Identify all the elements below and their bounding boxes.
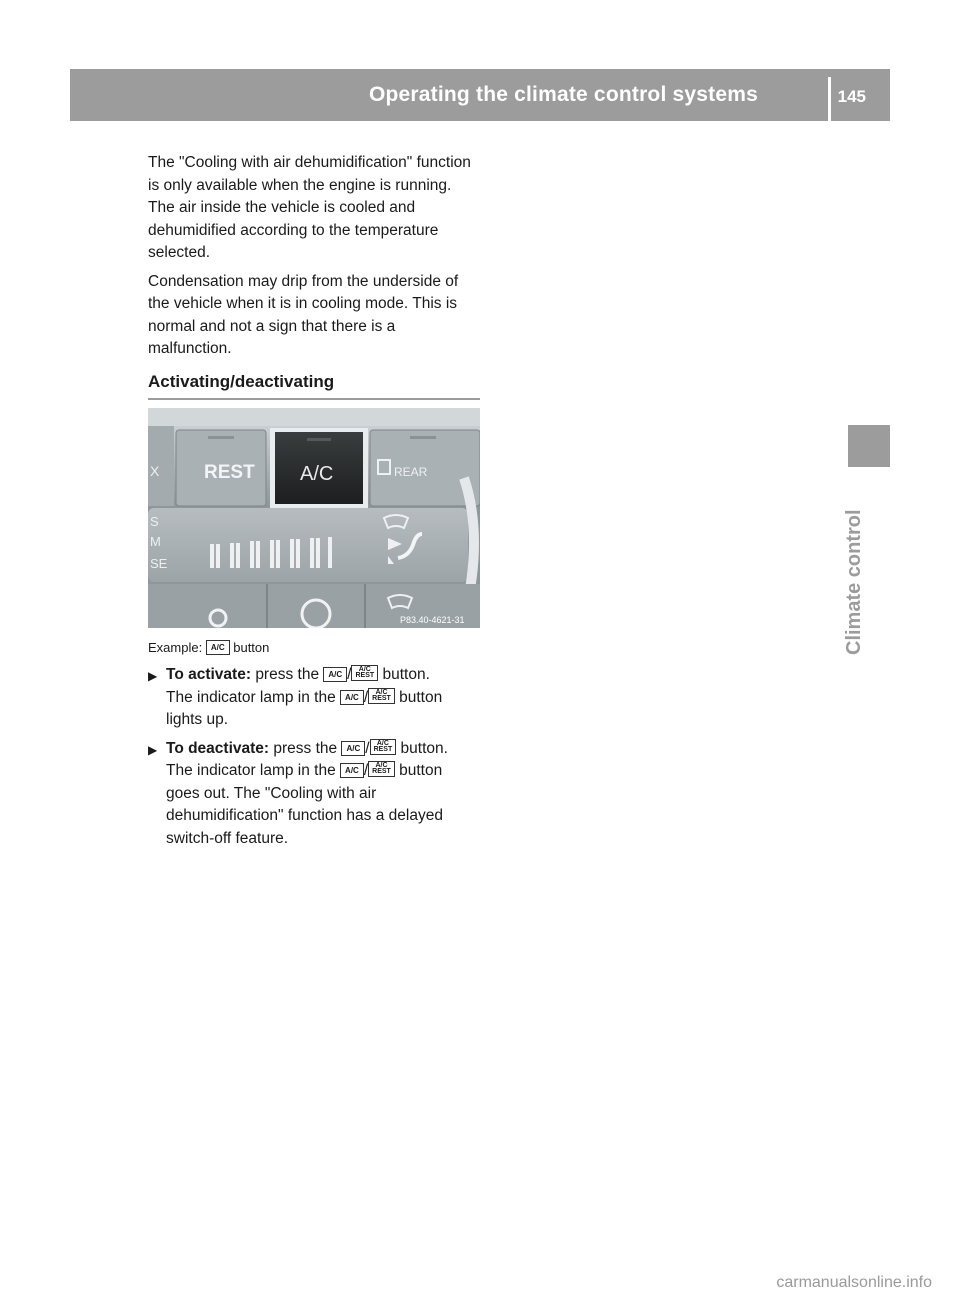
intro-text xyxy=(148,152,480,367)
page-number: 145 xyxy=(837,87,866,106)
panel-label-s: S xyxy=(150,514,159,529)
panel-label-rear: REAR xyxy=(394,465,428,479)
caption-suffix: button xyxy=(233,640,270,655)
figure-caption xyxy=(148,640,269,655)
panel-label-rest: REST xyxy=(204,462,255,483)
ac-key-icon: A/C xyxy=(323,667,347,682)
instruction-steps xyxy=(148,664,480,856)
climate-panel-photo xyxy=(148,408,480,628)
caption-prefix: Example: xyxy=(148,640,203,655)
watermark: carmanualsonline.info xyxy=(776,1274,932,1291)
intro-paragraph-2: Condensation may drip from the underside of the vehicle when it is in cooling mode. This is normal and not a sign that there is a malfunction. xyxy=(148,272,459,357)
panel-label-ac: A/C xyxy=(300,463,334,485)
ac-key-icon: A/C xyxy=(340,690,364,705)
panel-label-x: X xyxy=(150,463,160,479)
ac-rest-key-icon: A/C REST xyxy=(368,688,395,704)
step-text: press the xyxy=(273,739,338,757)
step-result: button goes out. The "Cooling with air dehumidification" function has a delayed switch-off feature. xyxy=(166,762,443,847)
panel-label-se: SE xyxy=(150,556,168,571)
chapter-tab xyxy=(848,425,890,467)
ac-rest-key-icon: A/C REST xyxy=(368,761,395,777)
header-title: Operating the climate control systems xyxy=(368,83,758,106)
step-text: button. xyxy=(382,666,430,683)
key-separator: / xyxy=(365,739,370,757)
chapter-label: Climate control xyxy=(843,509,865,655)
arrow-icon: ▶ xyxy=(148,669,158,683)
ac-key-icon: A/C xyxy=(341,741,365,756)
step-result: button lights up. xyxy=(166,688,443,728)
header-divider xyxy=(828,77,831,121)
key-separator: / xyxy=(347,666,352,683)
step-text: press the xyxy=(255,666,320,683)
ac-rest-key-icon: A/C REST xyxy=(370,739,397,755)
figure-code: P83.40-4621-31 xyxy=(400,615,465,625)
section-title: Activating/deactivating xyxy=(148,372,335,391)
section-rule xyxy=(148,398,480,400)
key-separator: / xyxy=(363,762,369,779)
step-text: button. xyxy=(400,739,448,757)
ac-key-icon: A/C xyxy=(206,640,230,655)
intro-paragraph-1: The "Cooling with air dehumidification" function is only available when the engine is running. The air inside the vehicle is cooled and dehumidified according to the temperature selected. xyxy=(148,154,471,261)
panel-label-m: M xyxy=(150,534,161,549)
step-result: The indicator lamp in the xyxy=(166,688,336,706)
step-result: The indicator lamp in the xyxy=(166,762,336,779)
step-label: To activate: xyxy=(166,666,251,683)
step-label: To deactivate: xyxy=(166,739,270,757)
ac-key-icon: A/C xyxy=(340,763,364,778)
arrow-icon: ▶ xyxy=(148,742,158,757)
step-activate xyxy=(148,664,480,732)
step-deactivate xyxy=(148,738,480,851)
page-header xyxy=(70,69,890,121)
key-separator: / xyxy=(363,688,369,706)
climate-panel-illustration xyxy=(148,408,480,628)
ac-rest-key-icon: A/C REST xyxy=(351,665,378,681)
